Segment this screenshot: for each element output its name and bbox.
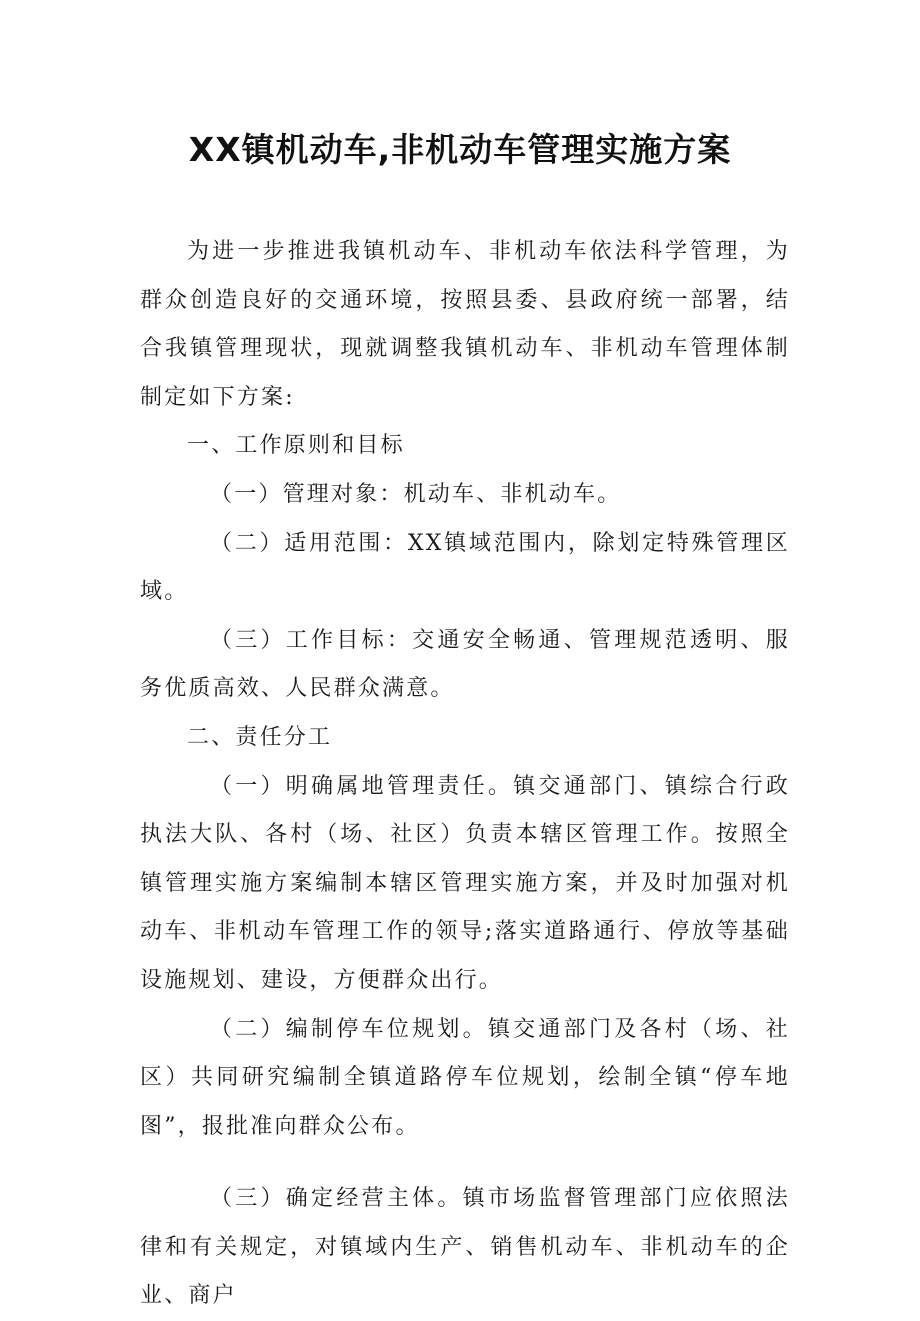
document-title: XX镇机动车,非机动车管理实施方案 bbox=[188, 130, 732, 169]
paragraph-1-1: （一）管理对象：机动车、非机动车。 bbox=[210, 481, 622, 507]
paragraph-intro: 为进一步推进我镇机动车、非机动车依法科学管理，为群众创造良好的交通环境，按照县委、县政府统一部署，结合我镇管理现状，现就调整我镇机动车、非机动车管理体制制定如下方案: bbox=[140, 239, 790, 410]
document-body bbox=[140, 228, 790, 1321]
paragraph-1-3: （三）工作目标：交通安全畅通、管理规范透明、服务优质高效、人民群众满意。 bbox=[140, 627, 790, 702]
paragraph-2-2: （二）编制停车位规划。镇交通部门及各村（场、社区）共同研究编制全镇道路停车位规划，绘制全镇“停车地图”，报批准向群众公布。 bbox=[140, 1016, 790, 1139]
section-heading-2: 二、责任分工 bbox=[187, 724, 333, 750]
section-heading-1: 一、工作原则和目标 bbox=[187, 433, 405, 459]
paragraph-1-2: （二）适用范围：XX镇域范围内，除划定特殊管理区域。 bbox=[140, 530, 790, 605]
paragraph-2-1: （一）明确属地管理责任。镇交通部门、镇综合行政执法大队、各村（场、社区）负责本辖区管理工作。按照全镇管理实施方案编制本辖区管理实施方案，并及时加强对机动车、非机动车管理工作的领导;落实道路通行、停放等基础设施规划、建设，方便群众出行。 bbox=[140, 773, 790, 993]
paragraph-2-3: （三）确定经营主体。镇市场监督管理部门应依照法律和有关规定，对镇域内生产、销售机动车、非机动车的企业、商户 bbox=[140, 1186, 790, 1309]
